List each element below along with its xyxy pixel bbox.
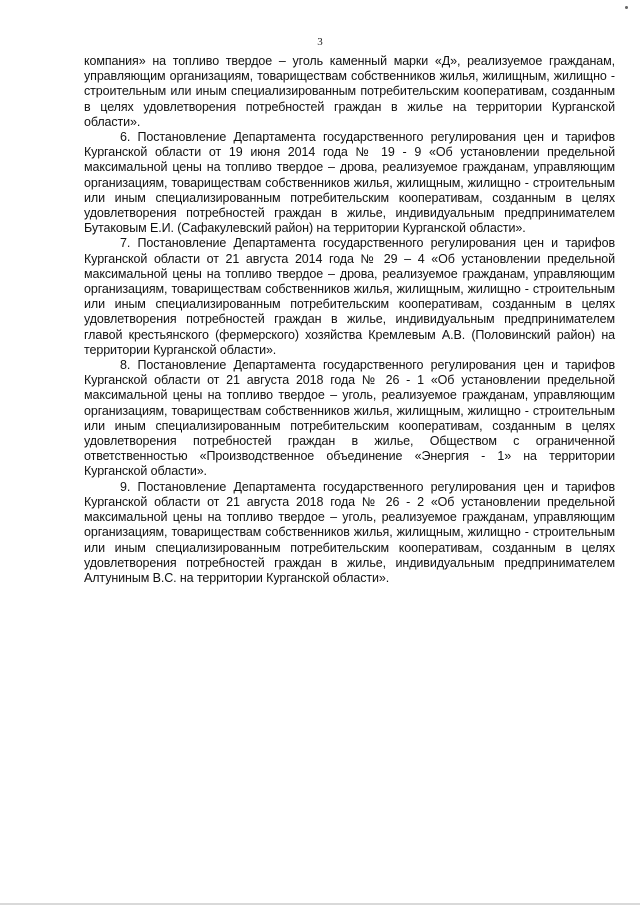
paragraph-item-9: 9. Постановление Департамента государственного регулирования цен и тарифов Курганской области от 21 августа 2018 года № 26 - 2 «Об установлении предельной максимальной цены на топливо твердое – уголь, реализуемое гражданам, управляющим организациям, товариществам собственников жилья, жилищным, жилищно - строительным или иным специализированным потребительским кооперативам, созданным в целях удовлетворения потребностей граждан в жилье, индивидуальным предпринимателем Алтуниным В.С. на территории Курганской области». (84, 479, 615, 585)
paragraph-item-8: 8. Постановление Департамента государственного регулирования цен и тарифов Курганской области от 21 августа 2018 года № 26 - 1 «Об установлении предельной максимальной цены на топливо твердое – уголь, реализуемое гражданам, управляющим организациям, товариществам собственников жилья, жилищным, жилищно - строительным или иным специализированным потребительским кооперативам, созданным в целях удовлетворения потребностей граждан в жилье, Обществом с ограниченной ответственностью «Производственное объединение «Энергия - 1» на территории Курганской области». (84, 358, 615, 479)
paragraph-item-6: 6. Постановление Департамента государственного регулирования цен и тарифов Курганской области от 19 июня 2014 года № 19 - 9 «Об установлении предельной максимальной цены на топливо твердое – дрова, реализуемое гражданам, управляющим организациям, товариществам собственников жилья, жилищным, жилищно - строительным или иным специализированным потребительским кооперативам, созданным в целях удовлетворения потребностей граждан в жилье, индивидуальным предпринимателем Бутаковым Е.И. (Сафакулевский район) на территории Курганской области». (84, 130, 615, 236)
document-body (84, 54, 615, 586)
paragraph-continuation: компания» на топливо твердое – уголь каменный марки «Д», реализуемое гражданам, управляющим организациям, товариществам собственников жилья, жилищным, жилищно - строительным или иным специализированным потребительским кооперативам, созданным в целях удовлетворения потребностей граждан в жилье на территории Курганской области». (84, 54, 615, 129)
page-number: 3 (317, 36, 323, 48)
paragraph-item-7: 7. Постановление Департамента государственного регулирования цен и тарифов Курганской области от 21 августа 2014 года № 29 – 4 «Об установлении предельной максимальной цены на топливо твердое – дрова, реализуемое гражданам, управляющим организациям, товариществам собственников жилья, жилищным, жилищно - строительным или иным специализированным потребительским кооперативам, созданным в целях удовлетворения потребностей граждан в жилье, индивидуальным предпринимателем главой крестьянского (фермерского) хозяйства Кремлевым А.В. (Половинский район) на территории Курганской области». (84, 236, 615, 357)
scan-speck (625, 6, 628, 9)
